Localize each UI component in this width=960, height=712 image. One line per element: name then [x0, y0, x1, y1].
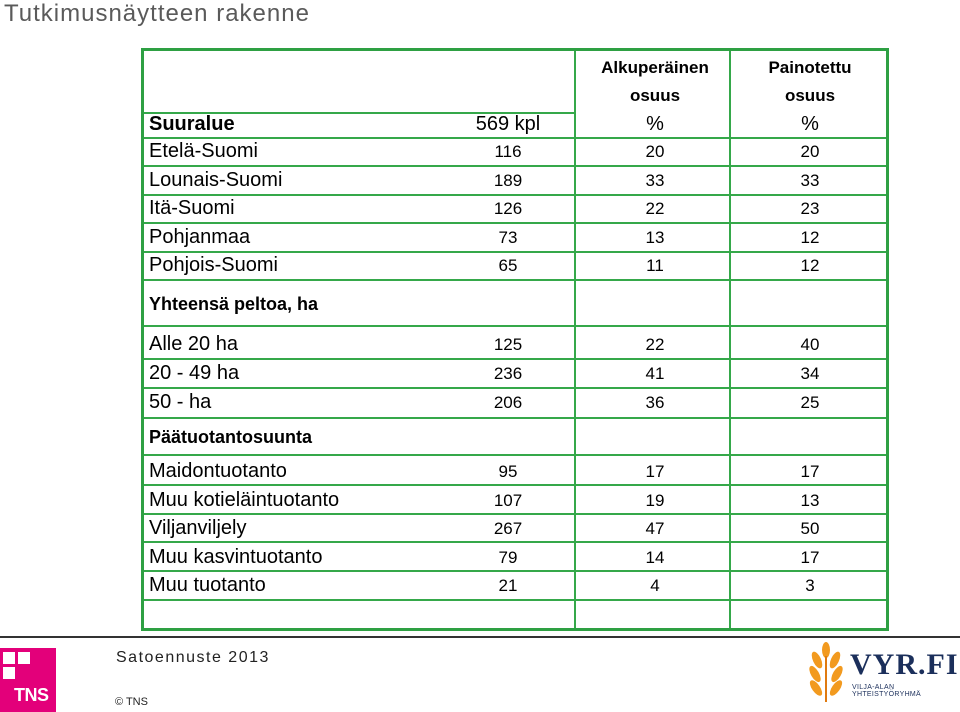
row-label: Alle 20 ha [149, 333, 238, 355]
row-count: 65 [498, 256, 518, 275]
row-count: 95 [498, 462, 518, 481]
row-orig: 36 [645, 393, 665, 412]
row-weighted: 20 [800, 142, 820, 161]
row-count: 206 [493, 393, 523, 412]
page-title: Tutkimusnäytteen rakenne [4, 0, 310, 27]
row-label: Etelä-Suomi [149, 140, 258, 162]
row-orig: 11 [646, 256, 664, 275]
grid-line [144, 194, 886, 196]
row-weighted: 13 [800, 491, 820, 510]
row-weighted: 50 [800, 519, 820, 538]
tns-logo-text: TNS [14, 685, 49, 705]
row-count: 236 [493, 364, 523, 383]
row-count: 267 [493, 519, 523, 538]
row-orig: 20 [645, 142, 665, 161]
row-label: Pohjanmaa [149, 226, 251, 248]
row-count: 107 [493, 491, 523, 510]
copyright: © TNS [115, 696, 148, 708]
row-weighted: 17 [800, 462, 820, 481]
header-region: Suuralue [149, 113, 235, 135]
section-heading: Yhteensä peltoa, ha [149, 294, 319, 314]
row-orig: 13 [645, 228, 665, 247]
row-label: 50 - ha [149, 391, 212, 413]
row-weighted: 40 [800, 335, 820, 354]
grid-line [144, 513, 886, 515]
row-weighted: 12 [800, 228, 820, 247]
grid-line [144, 417, 886, 419]
grid-line [144, 251, 886, 253]
row-label: Pohjois-Suomi [149, 254, 278, 276]
header-orig-line2: osuus [629, 86, 681, 105]
footer-text: Satoennuste 2013 [116, 649, 270, 666]
row-orig: 22 [645, 335, 665, 354]
wheat-icon [804, 642, 848, 704]
row-count: 125 [493, 335, 523, 354]
row-weighted: 3 [805, 576, 815, 595]
header-weighted-line3: % [801, 113, 819, 135]
row-weighted: 33 [800, 171, 820, 190]
row-orig: 14 [645, 548, 665, 567]
grid-line [144, 454, 886, 456]
grid-line [144, 137, 886, 139]
header-count: 569 kpl [475, 113, 541, 135]
row-label: Viljanviljely [149, 517, 247, 539]
row-count: 189 [493, 171, 523, 190]
header-weighted-line1: Painotettu [768, 58, 852, 77]
row-weighted: 25 [800, 393, 820, 412]
grid-line [144, 387, 886, 389]
row-count: 79 [498, 548, 518, 567]
grid-line [144, 541, 886, 543]
row-count: 126 [493, 199, 523, 218]
row-orig: 33 [645, 171, 665, 190]
row-label: Muu tuotanto [149, 574, 266, 596]
grid-line [144, 165, 886, 167]
header-orig-line3: % [646, 113, 664, 135]
row-label: 20 - 49 ha [149, 362, 240, 384]
grid-line [144, 599, 886, 601]
grid-line [144, 325, 886, 327]
footer-divider [0, 636, 960, 638]
vyr-logo-text: VYR.FI [850, 648, 959, 681]
row-label: Muu kasvintuotanto [149, 546, 323, 568]
header-weighted-line2: osuus [784, 86, 836, 105]
row-label: Itä-Suomi [149, 197, 235, 219]
grid-line [144, 279, 886, 281]
row-count: 116 [494, 142, 522, 161]
grid-line [144, 570, 886, 572]
row-weighted: 23 [800, 199, 820, 218]
row-label: Lounais-Suomi [149, 169, 283, 191]
vyr-logo [804, 642, 959, 708]
row-orig: 22 [645, 199, 665, 218]
row-weighted: 17 [800, 548, 820, 567]
grid-line [144, 358, 886, 360]
header-orig-line1: Alkuperäinen [601, 58, 709, 77]
row-orig: 47 [645, 519, 665, 538]
row-label: Maidontuotanto [149, 460, 287, 482]
tns-logo [0, 648, 56, 712]
vyr-logo-subtitle: VILJA-ALAN YHTEISTYÖRYHMÄ [852, 684, 922, 698]
row-weighted: 12 [800, 256, 820, 275]
row-orig: 41 [645, 364, 665, 383]
sample-structure-table [141, 48, 889, 631]
row-orig: 4 [650, 576, 660, 595]
section-heading: Päätuotantosuunta [149, 427, 313, 447]
row-count: 21 [498, 576, 518, 595]
grid-line [144, 222, 886, 224]
row-label: Muu kotieläintuotanto [149, 489, 340, 511]
row-orig: 17 [645, 462, 665, 481]
grid-line [144, 484, 886, 486]
row-orig: 19 [645, 491, 665, 510]
row-count: 73 [498, 228, 518, 247]
row-weighted: 34 [800, 364, 820, 383]
